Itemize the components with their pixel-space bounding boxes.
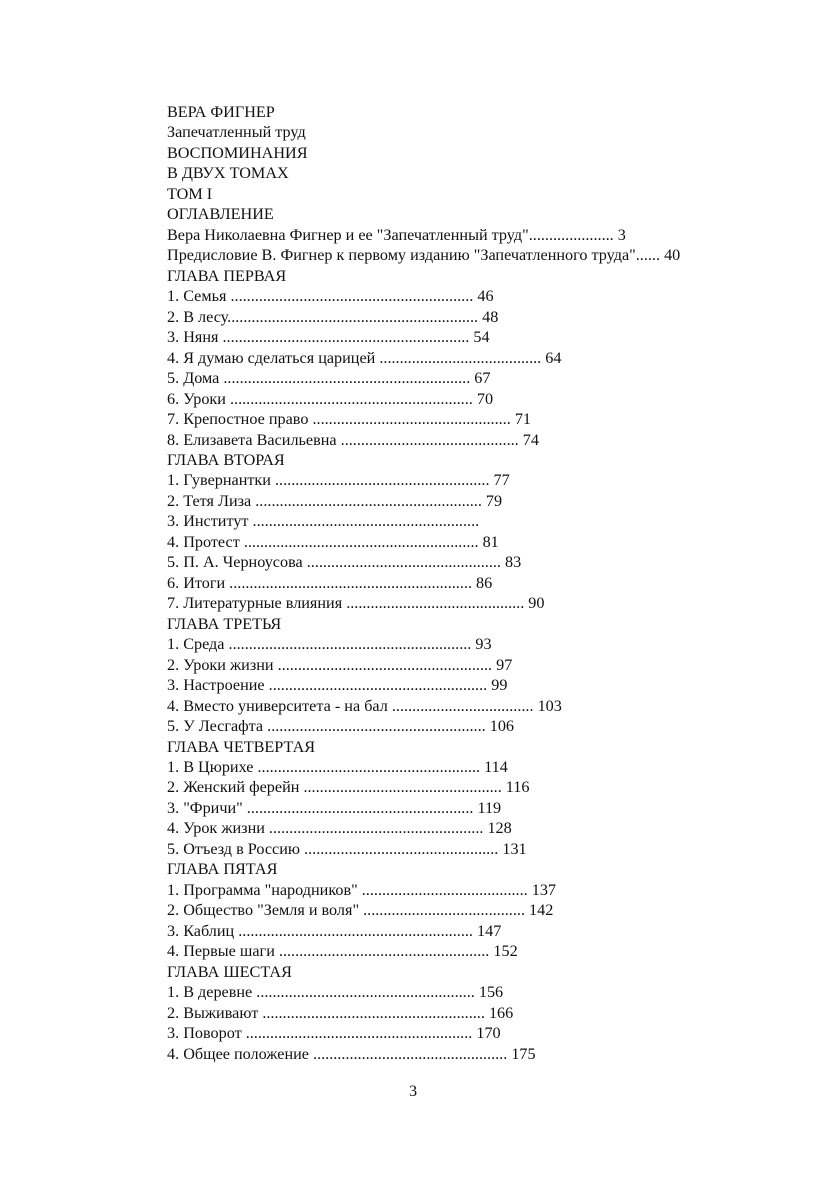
- toc-entry: 1. В деревне ...................................................... 156: [167, 983, 504, 1002]
- toc-entry: 7. Литературные влияния ............................................ 90: [167, 594, 545, 613]
- toc-entry: 2. Женский ферейн ................................................. 116: [167, 778, 530, 797]
- toc-entry: 3. Институт ........................................................: [167, 512, 480, 531]
- title-line: Запечатленный труд: [167, 123, 306, 142]
- toc-entry: 4. Я думаю сделаться царицей ........................................ 64: [167, 348, 562, 367]
- toc-entry: 2. Уроки жизни ..................................................... 97: [167, 655, 513, 674]
- toc-entry: 5. Отъезд в Россию ................................................ 131: [167, 839, 527, 858]
- toc-entry: 3. Настроение ...................................................... 99: [167, 676, 508, 695]
- toc-entry: 1. В Цюрихе ....................................................... 114: [167, 758, 508, 776]
- toc-entry: 6. Уроки ............................................................ 70: [167, 389, 494, 408]
- toc-entry: 4. Общее положение ................................................ 175: [167, 1044, 536, 1063]
- toc-entry: 2. Тетя Лиза ........................................................ 79: [167, 491, 503, 510]
- toc-entry: 1. Программа "народников" ......................................... 137: [167, 880, 557, 899]
- title-line: ТОМ I: [167, 184, 213, 203]
- toc-entry: 1. Среда ............................................................ 93: [167, 635, 492, 654]
- toc-entry: 3. Каблиц .......................................................... 147: [167, 921, 502, 940]
- chapter-heading: ГЛАВА ВТОРАЯ: [167, 450, 285, 469]
- toc-entry: 4. Протест .......................................................... 81: [167, 532, 499, 551]
- title-line: ОГЛАВЛЕНИЕ: [167, 205, 274, 224]
- toc-entry: 2. Выживают ....................................................... 166: [167, 1003, 514, 1022]
- toc-entry: 1. Гувернантки ..................................................... 77: [167, 471, 510, 490]
- toc-entry: 2. В лесу.............................................................. 48: [167, 307, 499, 326]
- toc-entry: 5. У Лесгафта ...................................................... 106: [167, 717, 515, 736]
- toc-entry: 3. Няня ............................................................. 54: [167, 328, 490, 347]
- chapter-heading: ГЛАВА ТРЕТЬЯ: [167, 614, 282, 633]
- toc-entry: Вера Николаевна Фигнер и ее "Запечатленный труд"..................... 3: [167, 225, 626, 244]
- toc-entry: 4. Урок жизни ..................................................... 128: [167, 819, 512, 838]
- toc-entry: 5. П. А. Черноусова ................................................ 83: [167, 553, 522, 572]
- toc-entry: 2. Общество "Земля и воля" ........................................ 142: [167, 901, 554, 920]
- toc-entry: 3. Поворот ........................................................ 170: [167, 1024, 501, 1043]
- toc-entry: 4. Вместо университета - на бал ................................... 103: [167, 696, 562, 715]
- toc-entry: 1. Семья ............................................................ 46: [167, 287, 494, 306]
- toc-entry: 6. Итоги ............................................................ 86: [167, 573, 493, 592]
- chapter-heading: ГЛАВА ЧЕТВЕРТАЯ: [167, 737, 316, 756]
- title-line: В ДВУХ ТОМАХ: [167, 164, 289, 183]
- toc-entry: 4. Первые шаги .................................................... 152: [167, 942, 518, 961]
- toc-entry: Предисловие В. Фигнер к первому изданию "Запечатленного труда"...... 40: [167, 246, 681, 265]
- title-line: ВЕРА ФИГНЕР: [167, 103, 275, 121]
- chapter-heading: ГЛАВА ПЕРВАЯ: [167, 266, 287, 285]
- chapter-heading: ГЛАВА ШЕСТАЯ: [167, 962, 292, 981]
- toc-entry: 3. "Фричи" ........................................................ 119: [167, 798, 502, 817]
- page-number: 3: [408, 1082, 418, 1100]
- toc-entry: 7. Крепостное право ................................................. 71: [167, 410, 532, 429]
- toc-entry: 8. Елизавета Васильевна ............................................ 74: [167, 430, 539, 449]
- table-of-contents: [167, 102, 680, 1064]
- toc-entry: 5. Дома ............................................................. 67: [167, 369, 491, 388]
- chapter-heading: ГЛАВА ПЯТАЯ: [167, 860, 278, 879]
- title-line: ВОСПОМИНАНИЯ: [167, 143, 308, 162]
